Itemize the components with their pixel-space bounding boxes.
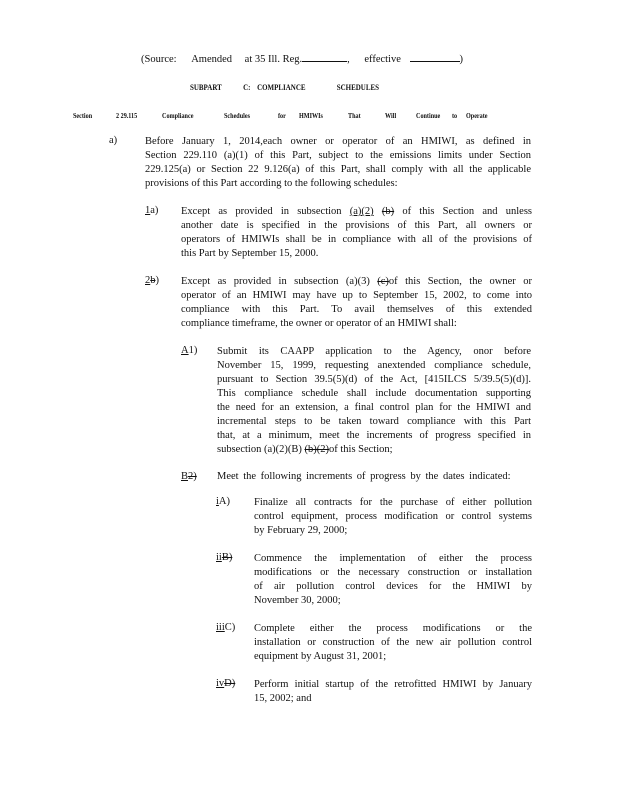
text-line: that, at a minimum, meet the increments of progress specified in [217,430,531,441]
text-line: pursuant to Section 39.5(5)(d) of the Act, [415ILCS 5/39.5(5)(d)]. [217,374,531,385]
para-i-label [216,496,230,507]
label-inserted: i [216,496,219,507]
subpart-schedules: SCHEDULES [336,82,379,92]
text-line: installation or construction of the new air pollution control [254,637,532,648]
text-line: Before January 1, 2014,each owner or operator of an HMIWI, as defined in [145,136,531,147]
text-line: November 30, 2000; [254,595,341,606]
label-text: A) [218,496,231,507]
para-i-body [254,496,532,538]
para-A-label [181,345,197,356]
label-deleted: D) [224,678,236,689]
deleted-text: (b) [381,206,395,217]
text-line: modifications or the necessary construction or installation [254,567,532,578]
text-line: operators of HMIWIs shall be in compliance with all of the provisions of [181,234,532,245]
source-prefix: (Source: [141,54,177,65]
section-word: HMIWIs [299,111,323,120]
text-line: Section 229.110 (a)(1) of this Part, subject to the emissions limits under Section [145,150,531,161]
source-line: (Source: Amended at 35 Ill. Reg. , effective ) [141,54,464,65]
text-line: Except as provided in subsection (a)(3) (c)of this Section, the owner or [181,276,532,287]
text-line: compliance timeframe, the owner or operator of an HMIWI shall: [181,318,457,329]
text-line: another date is specified in the provisions of this Part, all owners or [181,220,532,231]
text-line: the need for an extension, a final control plan for the HMIWI and [217,402,531,413]
text-line: compliance with this Part. To avail themselves of this extended [181,304,532,315]
text-line: operator of an HMIWI may have up to September 15, 2002, to come into [181,290,532,301]
section-word: That [348,111,361,120]
para-iii-body [254,622,532,664]
para-iii-label [216,622,235,633]
text-line: This compliance schedule shall include documentation supporting [217,388,531,399]
text-line: 15, 2002; and [254,693,312,704]
section-word: Section [73,111,93,120]
text-line: provisions of this Part according to the following schedules: [145,178,398,189]
label-inserted: ii [216,552,222,563]
para-a-label: a) [109,135,118,146]
source-effective: effective [364,54,401,65]
subpart-compliance: COMPLIANCE [257,82,306,92]
text-line: Finalize all contracts for the purchase of either pollution [254,497,532,508]
effective-blank [410,52,460,62]
label-inserted: B [181,471,189,482]
text-line: of air pollution control devices for the HMIWI by [254,581,532,592]
label-inserted: A [181,345,189,356]
section-word: Schedules [224,111,250,120]
text-line: Complete either the process modifications or the [254,623,532,634]
subpart-word: SUBPART [190,82,222,92]
para-iv-body [254,678,532,706]
source-close: ) [459,54,464,65]
label-inserted: iii [216,622,225,633]
text-line: November 15, 1999, requesting anextended compliance schedule, [217,360,531,371]
para-B-body: Meet the following increments of progress by the dates indicated: [217,471,511,482]
text-line: Perform initial startup of the retrofitted HMIWI by January [254,679,532,690]
para-2-label [145,275,159,286]
para-1-label [145,205,158,216]
label-text: a) [150,205,159,216]
subpart-letter: C: [243,82,251,92]
label-inserted: iv [216,678,225,689]
deleted-text: (c) [377,276,389,287]
para-a-body [145,135,531,191]
section-number: 2 29.115 [116,111,138,120]
para-A-body [217,345,531,457]
label-inserted: 1 [145,205,151,216]
para-iv-label [216,678,235,689]
register-blank [302,52,347,62]
source-at: at 35 Ill. Reg. [244,54,303,65]
label-text: 1) [188,345,198,356]
section-word: for [278,111,286,120]
subpart-heading [190,82,379,92]
text-line: Submit its CAAPP application to the Agency, onor before [217,346,531,357]
text-line: equipment by August 31, 2001; [254,651,387,662]
section-word: Will [385,111,397,120]
label-text: C) [224,622,236,633]
label-deleted: 2) [188,471,197,482]
text-line: 229.125(a) or Section 22 9.126(a) of this Part, shall comply with all the applicable [145,164,531,175]
para-B-label [181,471,197,482]
para-2-body [181,275,532,331]
label-deleted: B) [221,552,233,563]
label-inserted: 2 [145,275,151,286]
section-word: to [452,111,458,120]
text-line: Commence the implementation of either the process [254,553,532,564]
text-line: this Part by September 15, 2000. [181,248,319,259]
section-word: Operate [466,111,488,120]
source-amended: Amended [191,54,233,65]
para-ii-label [216,552,232,563]
text-line: subsection (a)(2)(B) (b)(2)of this Section; [217,444,393,455]
label-tail: ) [155,275,159,286]
section-word: Compliance [162,111,194,120]
inserted-text: (a)(2) [349,206,374,217]
label-deleted: b [150,275,156,286]
para-ii-body [254,552,532,608]
section-word: Continue [416,111,441,120]
text-line: by February 29, 2000; [254,525,348,536]
deleted-text: (b)(2) [304,444,329,455]
text-line: Except as provided in subsection (a)(2) (b) of this Section and unless [181,206,533,217]
para-1-body [181,205,532,261]
text-line: incremental steps to be taken toward compliance with this Part [217,416,531,427]
text-line: control equipment, process modification or control systems [254,511,532,522]
